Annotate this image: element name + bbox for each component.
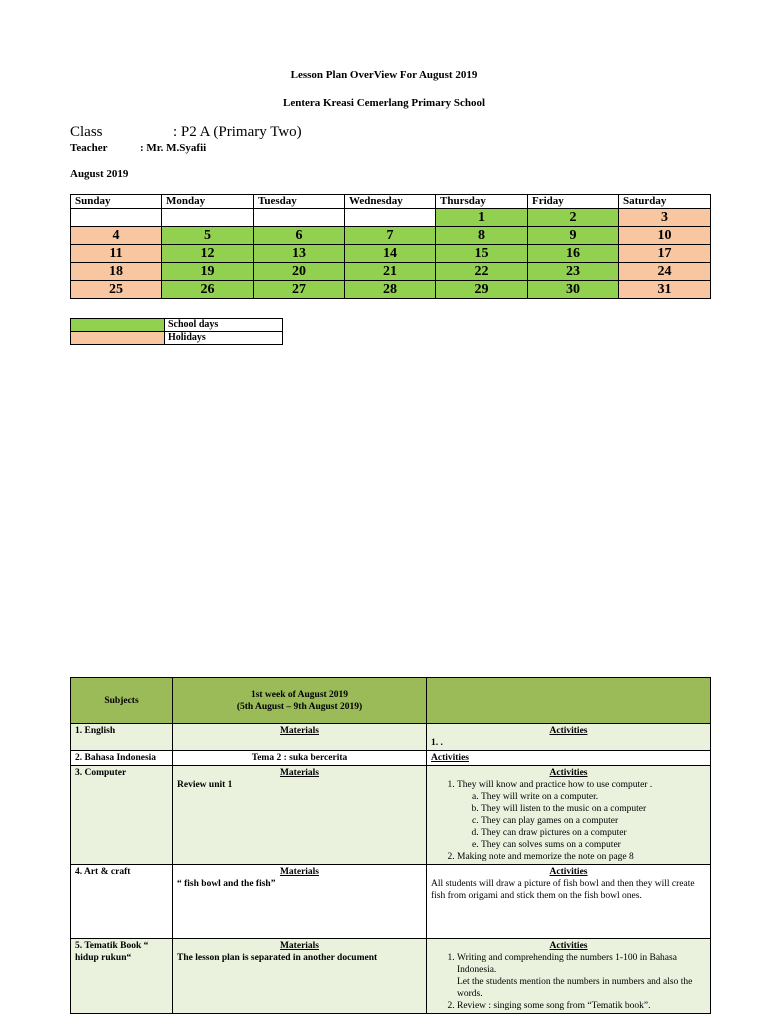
table-row [71,751,711,766]
calendar-day-school: 23 [528,263,619,281]
calendar-day-school: 29 [436,281,528,299]
activity-sublist [457,791,706,851]
list-item: e. They can solves sums on a computer [481,839,706,851]
list-item: 2. Making note and memorize the note on page 8 [457,851,706,863]
subject-art-craft: 4. Art & craft [71,865,173,939]
calendar-week-row [71,227,711,245]
materials-heading: Materials [279,726,320,736]
activity-item: 1. . [431,738,443,748]
materials-cell [173,766,427,865]
legend-swatch-holidays [71,332,165,345]
calendar-table [70,194,711,299]
lesson-plan-table [70,677,711,1014]
legend-swatch-school-days [71,319,165,332]
day-header: Wednesday [345,195,436,209]
legend-label-school-days: School days [165,319,283,332]
calendar-day-school: 9 [528,227,619,245]
list-item: c. They can play games on a computer [481,815,706,827]
calendar-day-school: 20 [254,263,345,281]
list-item: d. They can draw pictures on a computer [481,827,706,839]
subject-bahasa-indonesia: 2. Bahasa Indonesia [71,751,173,766]
day-header: Thursday [436,195,528,209]
activity-list [431,952,706,1012]
activities-heading: Activities [549,768,588,778]
document-title: Lesson Plan OverView For August 2019 [290,69,478,81]
calendar-day-school: 12 [162,245,254,263]
column-header-week [173,678,427,724]
activity-text: Let the students mention the numbers in numbers and also the words. [457,977,693,999]
materials-heading: Materials [279,768,320,778]
activity-text: Writing and comprehending the numbers 1-100 in Bahasa Indonesia. [457,953,677,975]
activities-cell [427,766,711,865]
calendar-day-school: 27 [254,281,345,299]
table-row [71,766,711,865]
materials-cell [173,724,427,751]
week-title: 1st week of August 2019 [250,689,349,700]
calendar-day-holiday: 11 [71,245,162,263]
calendar-day [345,209,436,227]
materials-cell: Tema 2 : suka bercerita [173,751,427,766]
subject-tematik-book: 5. Tematik Book “ hidup rukun“ [71,939,173,1014]
list-item [457,779,706,851]
activities-heading: Activities [549,726,588,736]
calendar-day-school: 28 [345,281,436,299]
calendar-header-row [71,195,711,209]
calendar-day-holiday: 17 [619,245,711,263]
table-row [71,939,711,1014]
material-text: Review unit 1 [177,780,233,790]
calendar-day-holiday: 4 [71,227,162,245]
activity-text: They will know and practice how to use computer . [457,780,653,790]
list-item [457,952,706,1000]
materials-heading: Materials [279,867,320,877]
calendar-day-school: 5 [162,227,254,245]
calendar-day-school: 7 [345,227,436,245]
calendar-day-school: 15 [436,245,528,263]
month-label: August 2019 [70,168,129,180]
week-dates: (5th August – 9th August 2019) [236,701,363,712]
calendar-day-holiday: 25 [71,281,162,299]
day-header: Sunday [71,195,162,209]
activities-heading: Activities [549,867,588,877]
subject-english: 1. English [71,724,173,751]
column-header-subjects: Subjects [71,678,173,724]
calendar-legend [70,318,283,345]
materials-cell [173,865,427,939]
calendar-day-school: 21 [345,263,436,281]
calendar-day-holiday: 31 [619,281,711,299]
class-value: : P2 A (Primary Two) [173,124,302,140]
calendar-day-school: 16 [528,245,619,263]
activities-cell [427,939,711,1014]
list-item: a. They will write on a computer. [481,791,706,803]
calendar-week-row [71,245,711,263]
calendar-day-school: 26 [162,281,254,299]
column-header-activities [427,678,711,724]
calendar-week-row [71,209,711,227]
calendar-day-holiday: 24 [619,263,711,281]
calendar-day-school: 19 [162,263,254,281]
calendar-day [71,209,162,227]
day-header: Saturday [619,195,711,209]
material-text: The lesson plan is separated in another document [177,953,378,963]
list-item: b. They will listen to the music on a computer [481,803,706,815]
teacher-label: Teacher [70,142,108,154]
calendar-day-school: 13 [254,245,345,263]
calendar-day-school: 2 [528,209,619,227]
lesson-plan-header-row [71,678,711,724]
material-text: “ fish bowl and the fish” [177,879,276,889]
calendar-day [162,209,254,227]
calendar-week-row [71,263,711,281]
calendar-day-holiday: 10 [619,227,711,245]
class-label: Class [70,124,103,140]
calendar-day-school: 8 [436,227,528,245]
materials-heading: Materials [279,941,320,951]
calendar-day-school: 30 [528,281,619,299]
calendar-day-holiday: 18 [71,263,162,281]
calendar-day-school: 22 [436,263,528,281]
calendar-day-holiday: 3 [619,209,711,227]
activities-heading: Activities [431,753,469,763]
school-name: Lentera Kreasi Cemerlang Primary School [282,97,486,109]
day-header: Monday [162,195,254,209]
calendar-day-school: 14 [345,245,436,263]
activity-list [431,779,706,863]
table-row [71,865,711,939]
activity-text: All students will draw a picture of fish bowl and then they will create fish from origami and stick them on the fish bowl ones. [431,879,695,901]
activities-heading: Activities [549,941,588,951]
table-row [71,724,711,751]
calendar-day-school: 6 [254,227,345,245]
subject-computer: 3. Computer [71,766,173,865]
teacher-value: : Mr. M.Syafii [140,142,207,154]
materials-cell [173,939,427,1014]
calendar-day [254,209,345,227]
day-header: Friday [528,195,619,209]
legend-label-holidays: Holidays [165,332,283,345]
activities-cell [427,751,711,766]
day-header: Tuesday [254,195,345,209]
activities-cell [427,865,711,939]
list-item: 2. Review : singing some song from “Tematik book”. [457,1000,706,1012]
calendar-day-school: 1 [436,209,528,227]
activities-cell [427,724,711,751]
calendar-week-row [71,281,711,299]
